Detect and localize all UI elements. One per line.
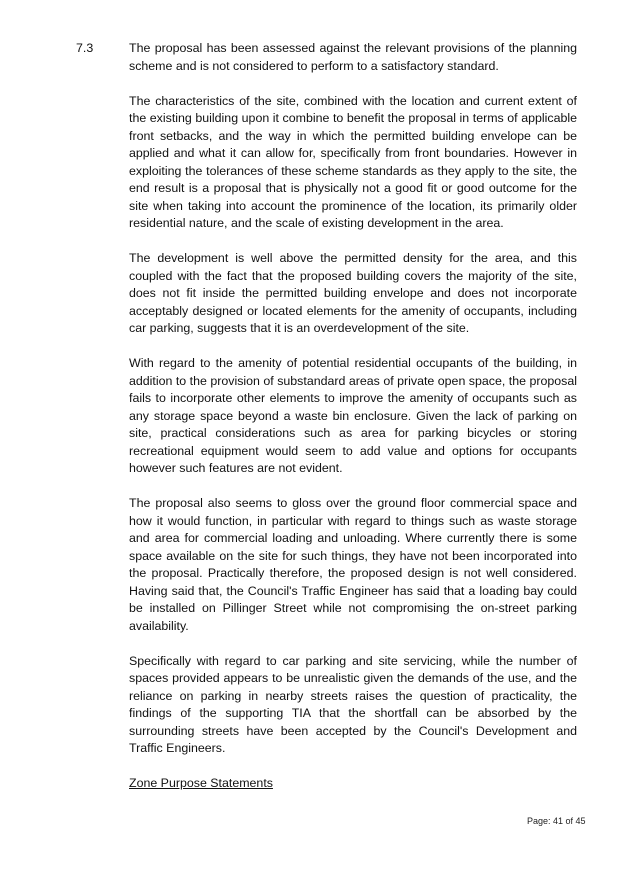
paragraph-4: With regard to the amenity of potential residential occupants of the building, in addition to the provision of substandard areas of private open space, the proposal fails to incorporate other elements to improve the amenity of occupants such as any storage space beyond a waste bin enclosure. Given the lack of parking on site, practical considerations such as area for parking bicycles or storing recreational equipment would seem to add value and options for occupants however such features are not evident. bbox=[129, 356, 577, 475]
paragraph-6: Specifically with regard to car parking and site servicing, while the number of spaces provided appears to be unrealistic given the demands of the use, and the reliance on parking in nearby streets raises the question of practicality, the findings of the supporting TIA that the shortfall can be absorbed by the surrounding streets have been accepted by the Council's Development and Traffic Engineers. bbox=[129, 653, 577, 755]
page-number: Page: 41 of 45 bbox=[527, 816, 586, 826]
section-number: 7.3 bbox=[76, 41, 94, 55]
paragraph-5: The proposal also seems to gloss over the ground floor commercial space and how it would function, in particular with regard to things such as waste storage and area for commercial loading and unloading. Where currently there is some space available on the site for such things, they have not been incorporated into the proposal. Practically therefore, the proposed design is not well considered. Having said that, the Council's Traffic Engineer has said that a loading bay could be installed on Pillinger Street while not compromising the on-street parking availability. bbox=[129, 496, 577, 633]
section-body bbox=[129, 40, 577, 810]
paragraph-3: The development is well above the permitted density for the area, and this coupled with the fact that the proposed building covers the majority of the site, does not fit inside the permitted building envelope and does not incorporate acceptably designed or located elements for the amenity of occupants, including car parking, suggests that it is an overdevelopment of the site. bbox=[129, 251, 577, 335]
zone-purpose-heading: Zone Purpose Statements bbox=[129, 776, 273, 790]
paragraph-1: The proposal has been assessed against the relevant provisions of the planning scheme and is not considered to perform to a satisfactory standard. bbox=[129, 41, 577, 73]
paragraph-2: The characteristics of the site, combined with the location and current extent of the existing building upon it combine to benefit the proposal in terms of applicable front setbacks, and the way in which the permitted building envelope can be applied and what it can allow for, specifically from front boundaries. However in exploiting the tolerances of these scheme standards as they apply to the site, the end result is a proposal that is physically not a good fit or good outcome for the site when taking into account the prominence of the location, its primarily older residential nature, and the scale of existing development in the area. bbox=[129, 93, 577, 230]
